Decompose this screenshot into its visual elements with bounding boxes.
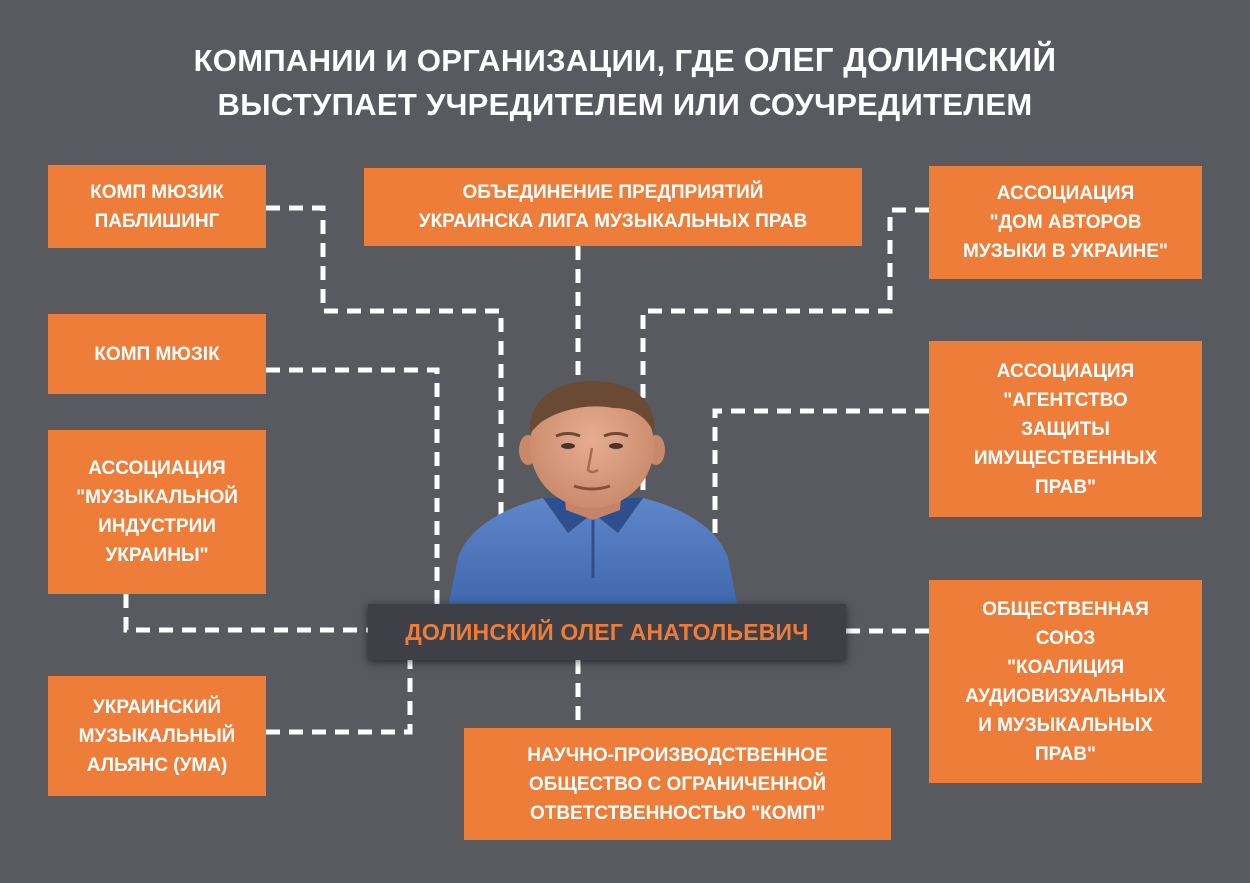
org-label-line: ИНДУСТРИИ [98, 516, 216, 537]
org-label-line: КОМП МЮЗИК [90, 181, 224, 203]
org-label-line: МУЗЫКАЛЬНЫЙ [78, 725, 236, 747]
org-komp-music [48, 314, 266, 394]
org-ukr-music-alliance [48, 676, 266, 796]
org-assoc-music-industry [48, 430, 266, 594]
org-label-line: УКРАИНСКА ЛИГА МУЗЫКАЛЬНЫХ ПРАВ [418, 211, 808, 232]
org-label-line: УКРАИНСКИЙ [92, 696, 222, 718]
org-label-line: СОЮЗ [1035, 627, 1096, 649]
person-photo [448, 378, 738, 608]
org-label-line: ОБЩЕСТВЕННАЯ [982, 598, 1149, 620]
org-assoc-authors-house [929, 166, 1202, 279]
org-label-line: НАУЧНО-ПРОИЗВОДСТВЕННОЕ [527, 744, 828, 766]
org-label-line: ОБЩЕСТВО С ОГРАНИЧЕННОЙ [528, 773, 827, 795]
org-assoc-property-agency [929, 341, 1202, 517]
org-label-line: ПРАВ" [1034, 743, 1097, 765]
org-label-line: ОТВЕТСТВЕННОСТЬЮ "КОМП" [529, 802, 826, 824]
org-coalition-av-music [929, 580, 1202, 783]
org-union-music-rights [364, 168, 862, 246]
org-label-line: АУДИОВИЗУАЛЬНЫХ [965, 685, 1166, 707]
title-line-1-prefix: КОМПАНИИ И ОРГАНИЗАЦИИ, ГДЕ [193, 43, 744, 78]
org-label-line: КОМП МЮЗІК [94, 343, 220, 365]
title-line-2: ВЫСТУПАЕТ УЧРЕДИТЕЛЕМ ИЛИ СОУЧРЕДИТЕЛЕМ [217, 87, 1033, 122]
org-label-line: ИМУЩЕСТВЕННЫХ [973, 447, 1158, 469]
org-label-line: ЗАЩИТЫ [1021, 418, 1110, 440]
org-research-komp [464, 728, 891, 840]
org-komp-music-publishing [48, 165, 266, 248]
org-label-line: "КОАЛИЦИЯ [1006, 656, 1125, 678]
org-label-line: АССОЦИАЦИЯ [996, 360, 1135, 382]
link-ukr-music-alliance [266, 660, 410, 732]
title-highlight-name: ОЛЕГ ДОЛИНСКИЙ [743, 41, 1057, 78]
org-label-line: ОБЪЕДИНЕНИЕ ПРЕДПРИЯТИЙ [462, 182, 764, 203]
link-komp-music [266, 370, 437, 604]
link-assoc-music-industry [126, 594, 368, 630]
org-label-line: МУЗЫКИ В УКРАИНЕ" [963, 241, 1168, 262]
org-label-line: ПАБЛИШИНГ [94, 210, 220, 232]
org-label-line: "МУЗЫКАЛЬНОЙ [76, 487, 238, 508]
org-label-line: АССОЦИАЦИЯ [996, 183, 1135, 204]
org-label-line: АССОЦИАЦИЯ [88, 458, 226, 479]
person-name-bar: ДОЛИНСКИЙ ОЛЕГ АНАТОЛЬЕВИЧ [368, 604, 846, 660]
org-label-line: УКРАИНЫ" [105, 545, 209, 566]
link-assoc-property-agency [715, 411, 929, 555]
org-label-line: АЛЬЯНС (УМА) [86, 754, 228, 776]
org-label-line: И МУЗЫКАЛЬНЫХ [978, 714, 1153, 736]
org-label-line: ПРАВ" [1034, 476, 1097, 498]
org-label-line: "ДОМ АВТОРОВ [989, 212, 1142, 233]
org-label-line: "АГЕНТСТВО [1003, 389, 1128, 411]
